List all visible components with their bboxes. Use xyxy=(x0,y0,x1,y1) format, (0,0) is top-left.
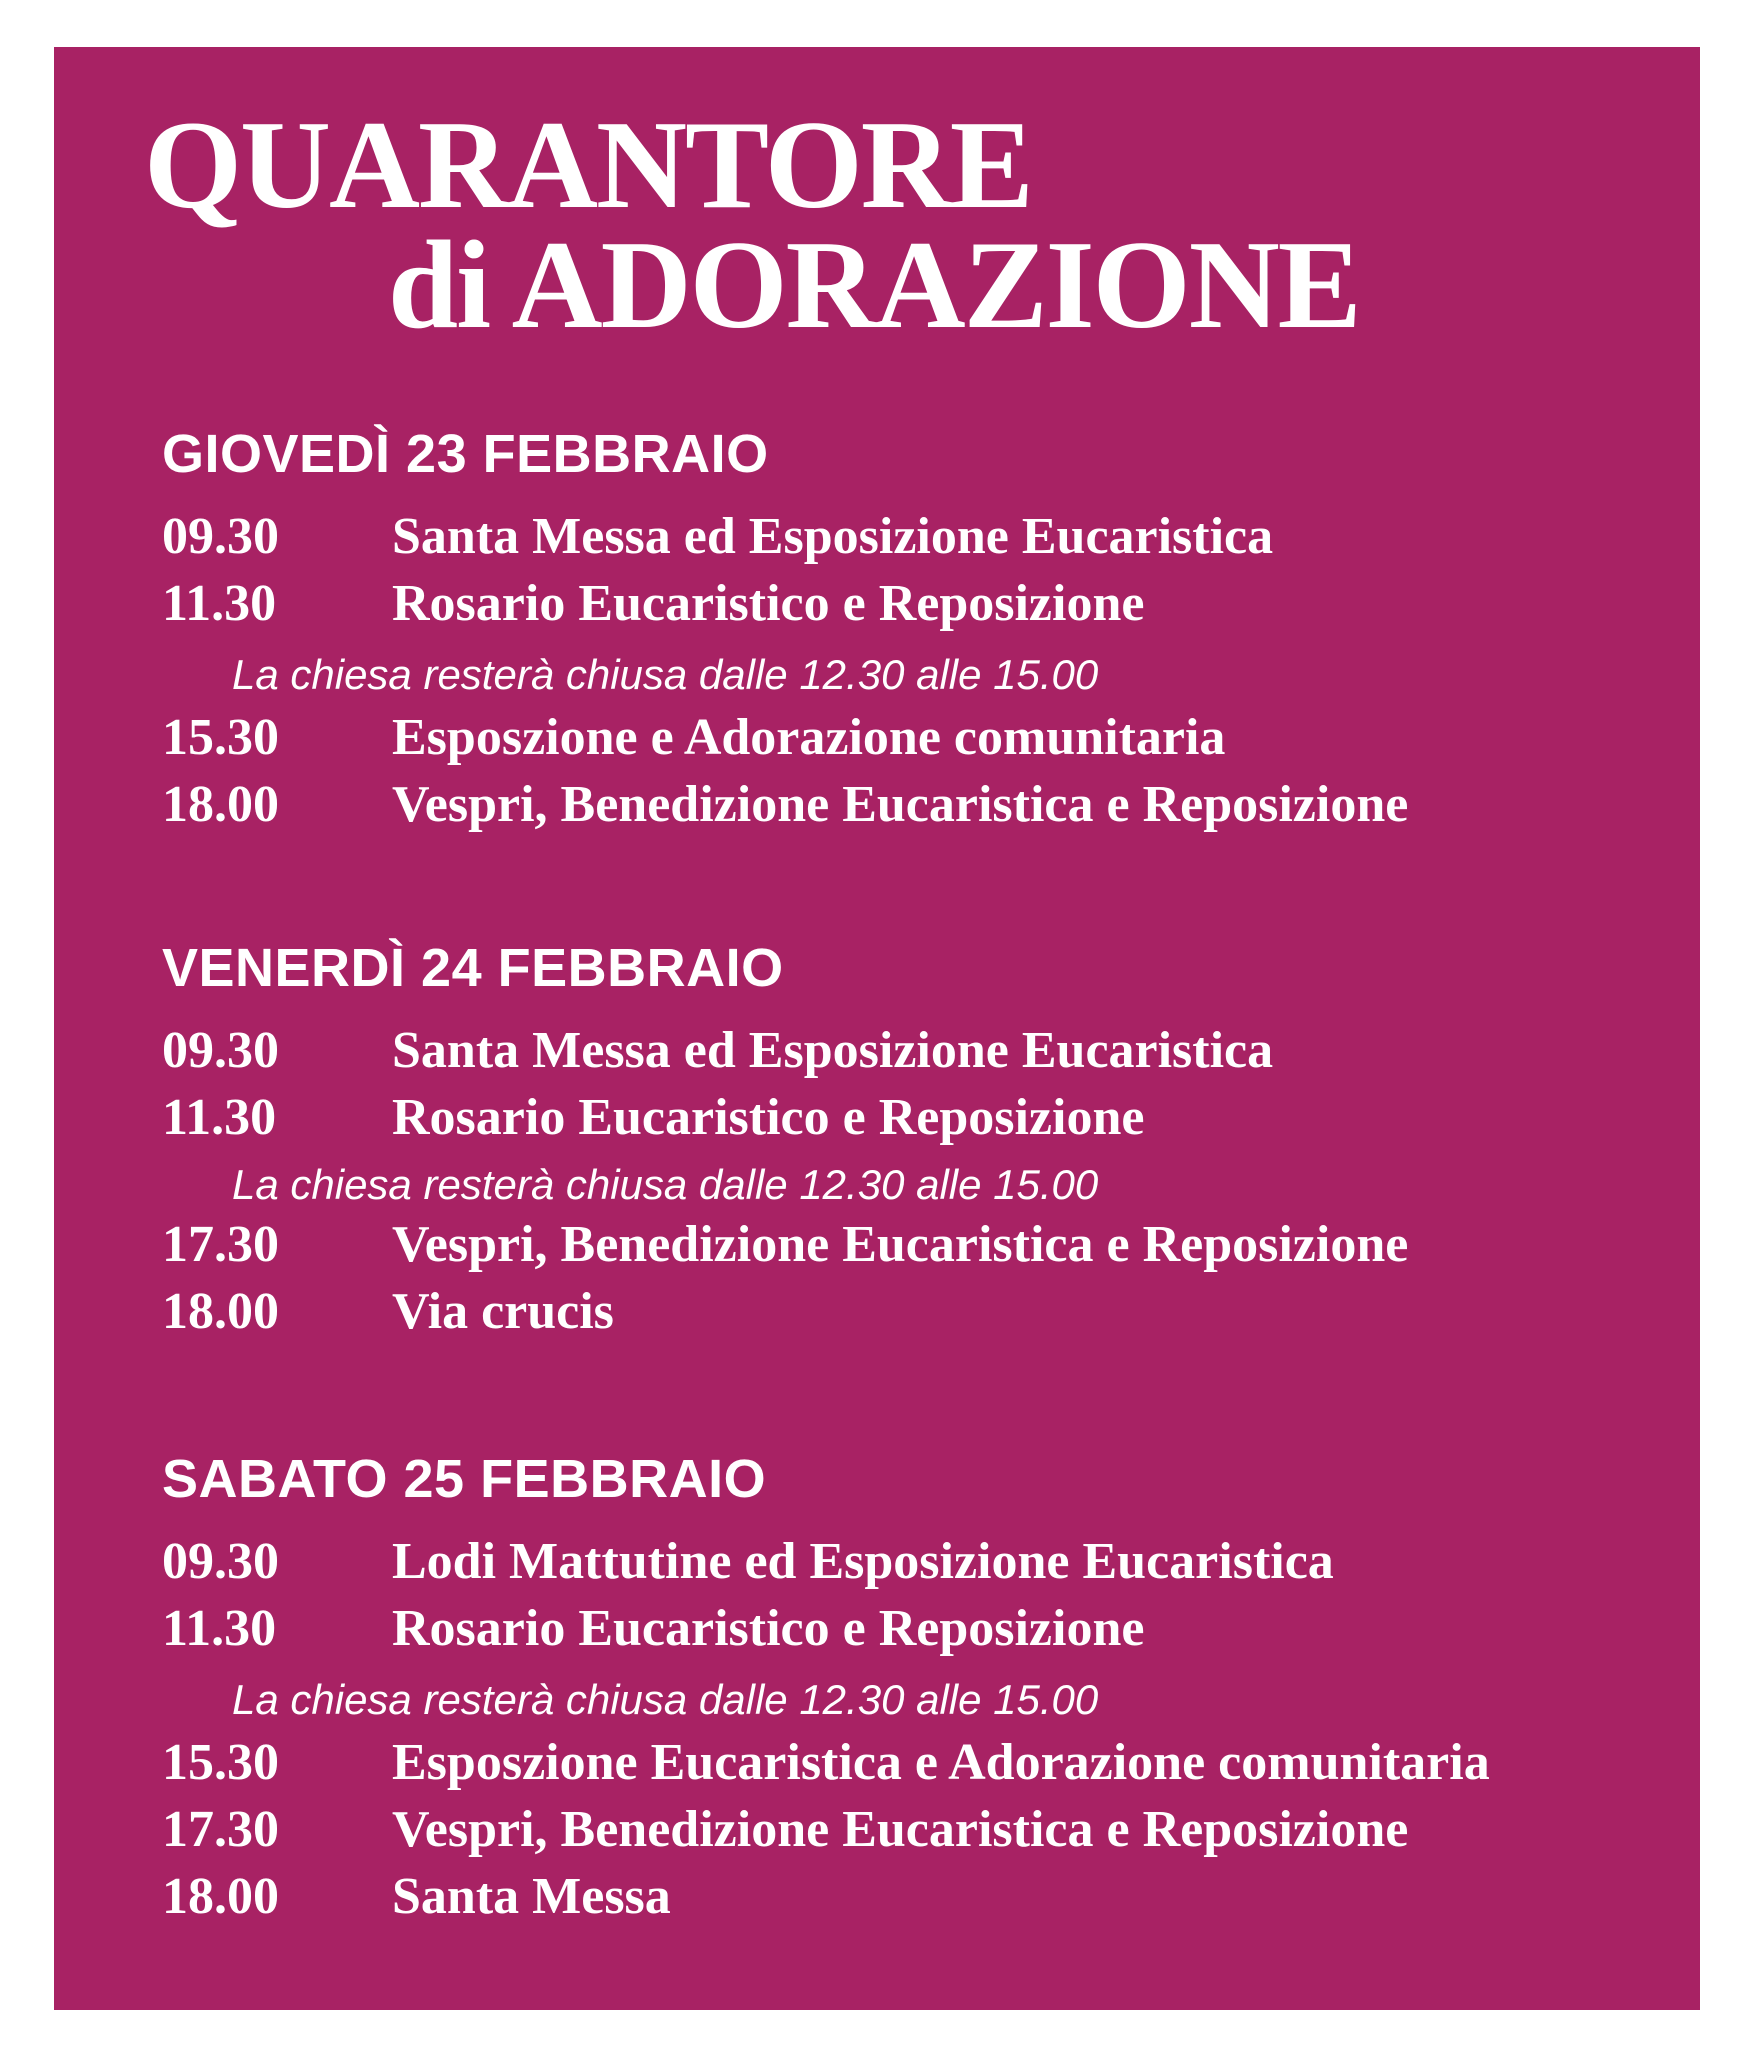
event-time: 18.00 xyxy=(162,1283,279,1340)
event-time: 11.30 xyxy=(162,1089,277,1146)
title-line-2: di ADORAZIONE xyxy=(388,216,1360,355)
closure-note: La chiesa resterà chiusa dalle 12.30 alle 15.00 xyxy=(232,651,1099,698)
schedule-row xyxy=(162,1021,1662,1088)
closure-note: La chiesa resterà chiusa dalle 12.30 alle 15.00 xyxy=(232,1161,1099,1208)
event-label: Rosario Eucaristico e Reposizione xyxy=(392,575,1145,632)
event-label: Via crucis xyxy=(392,1283,614,1340)
day-heading: VENERDÌ 24 FEBBRAIO xyxy=(162,938,784,998)
schedule-row xyxy=(162,1733,1662,1800)
event-time: 18.00 xyxy=(162,1868,279,1925)
day-heading: GIOVEDÌ 23 FEBBRAIO xyxy=(162,424,769,484)
day-section-sabato xyxy=(162,1446,1662,1934)
event-label: Vespri, Benedizione Eucaristica e Reposizione xyxy=(392,1801,1409,1858)
event-label: Esposzione e Adorazione comunitaria xyxy=(392,709,1226,766)
event-time: 11.30 xyxy=(162,575,277,632)
event-label: Santa Messa ed Esposizione Eucaristica xyxy=(392,508,1274,565)
event-time: 09.30 xyxy=(162,508,279,565)
closure-note: La chiesa resterà chiusa dalle 12.30 alle 15.00 xyxy=(232,1676,1099,1723)
title-line-1: QUARANTORE xyxy=(144,96,1032,235)
schedule-row xyxy=(162,1599,1662,1666)
event-label: Santa Messa ed Esposizione Eucaristica xyxy=(392,1022,1274,1079)
event-time: 17.30 xyxy=(162,1801,279,1858)
schedule-row xyxy=(162,1800,1662,1867)
event-label: Vespri, Benedizione Eucaristica e Reposizione xyxy=(392,776,1409,833)
schedule-row xyxy=(162,574,1662,641)
day-section-venerdi xyxy=(162,935,1662,1349)
event-time: 18.00 xyxy=(162,776,279,833)
event-time: 15.30 xyxy=(162,709,279,766)
event-label: Santa Messa xyxy=(392,1868,671,1925)
schedule-row xyxy=(162,1215,1662,1282)
day-heading: SABATO 25 FEBBRAIO xyxy=(162,1449,767,1509)
event-label: Esposzione Eucaristica e Adorazione comunitaria xyxy=(392,1734,1490,1791)
event-time: 15.30 xyxy=(162,1734,279,1791)
event-label: Rosario Eucaristico e Reposizione xyxy=(392,1089,1145,1146)
schedule-row xyxy=(162,1282,1662,1349)
day-section-giovedi xyxy=(162,421,1662,842)
schedule-row xyxy=(162,507,1662,574)
event-time: 09.30 xyxy=(162,1022,279,1079)
schedule-row xyxy=(162,1088,1662,1155)
poster xyxy=(54,47,1700,2010)
schedule-row xyxy=(162,1867,1662,1934)
event-time: 09.30 xyxy=(162,1533,279,1590)
event-time: 17.30 xyxy=(162,1216,279,1273)
schedule-row xyxy=(162,1532,1662,1599)
schedule-row xyxy=(162,708,1662,775)
event-label: Vespri, Benedizione Eucaristica e Reposizione xyxy=(392,1216,1409,1273)
schedule-row xyxy=(162,775,1662,842)
event-label: Rosario Eucaristico e Reposizione xyxy=(392,1600,1145,1657)
event-time: 11.30 xyxy=(162,1600,277,1657)
event-label: Lodi Mattutine ed Esposizione Eucaristica xyxy=(392,1533,1334,1590)
